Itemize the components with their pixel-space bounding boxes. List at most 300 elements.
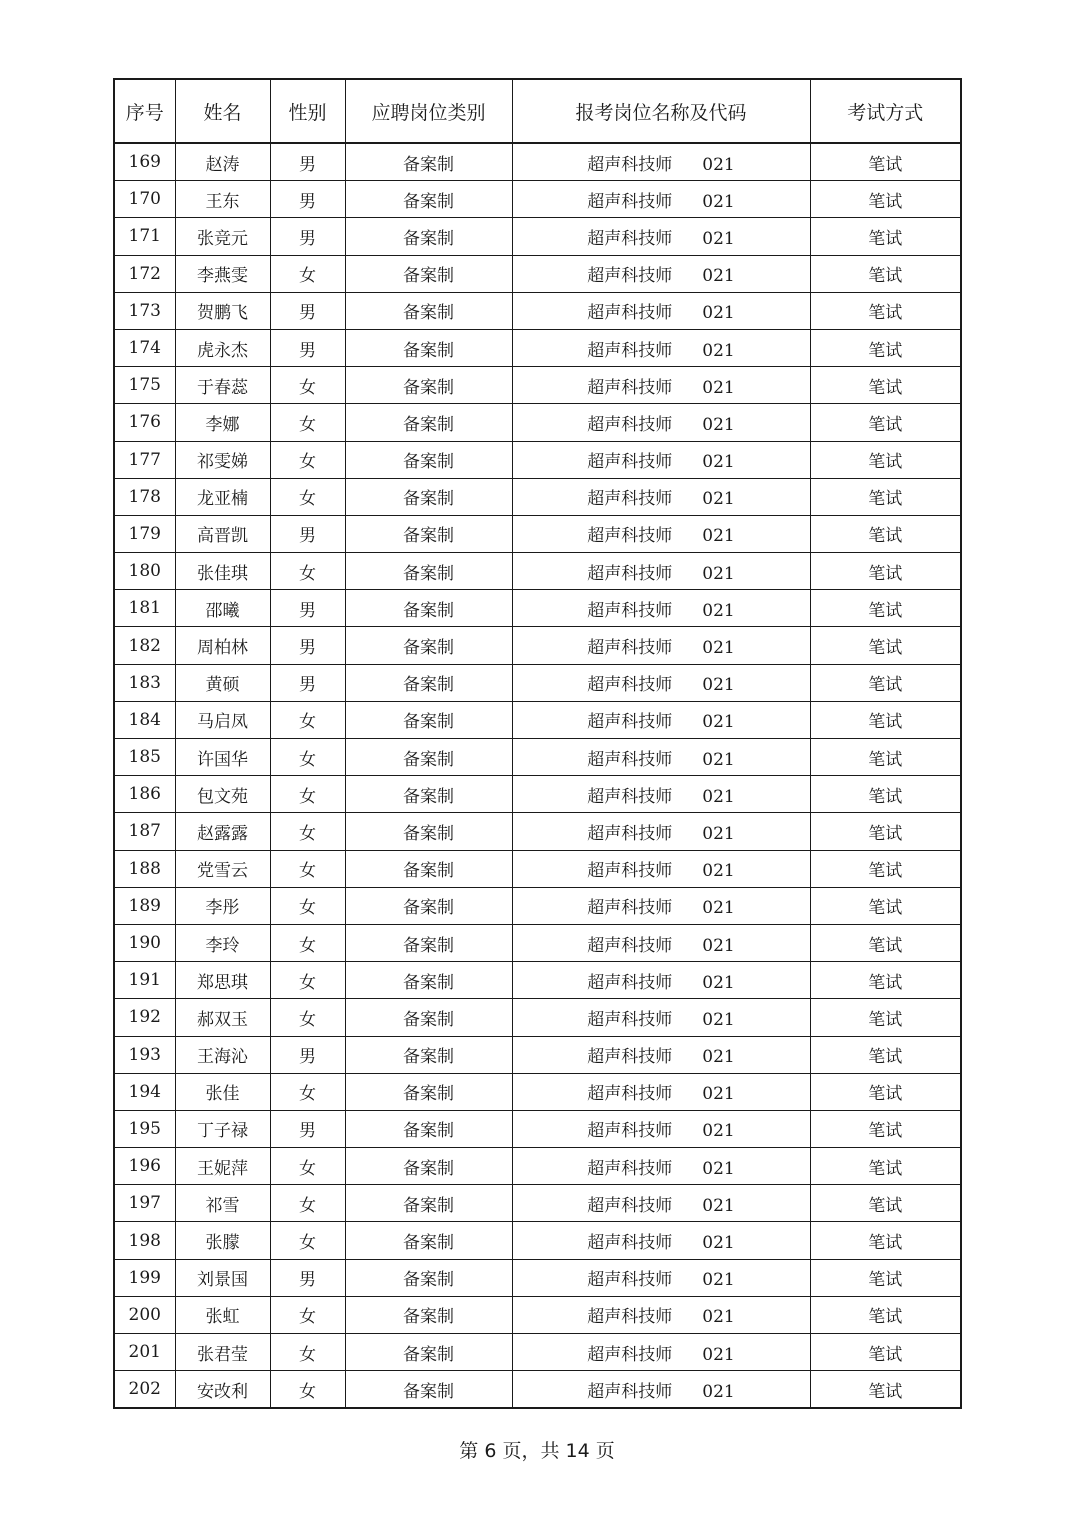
cell-serial-number: 170 [114,181,175,218]
position-code: 021 [702,638,735,659]
table-row [114,292,961,329]
position-code: 021 [702,1047,735,1068]
position-name: 超声科技师 [587,1381,673,1402]
cell-serial-number: 193 [114,1036,175,1073]
cell-name: 王东 [175,181,270,218]
cell-serial-number: 173 [114,292,175,329]
table-row [114,1110,961,1147]
position-code: 021 [702,935,735,956]
cell-serial-number: 169 [114,143,175,181]
cell-job-category: 备案制 [345,924,512,961]
position-code: 021 [702,1158,735,1179]
cell-gender: 男 [270,1259,345,1296]
table-row [114,850,961,887]
table-row [114,181,961,218]
cell-serial-number: 188 [114,850,175,887]
table-row [114,1073,961,1110]
position-code: 021 [702,972,735,993]
table-row [114,1259,961,1296]
cell-job-category: 备案制 [345,367,512,404]
cell-gender: 女 [270,255,345,292]
cell-position-and-code [512,813,810,850]
cell-exam-method: 笔试 [810,1259,961,1296]
position-code: 021 [702,1084,735,1105]
cell-job-category: 备案制 [345,441,512,478]
cell-serial-number: 176 [114,404,175,441]
cell-name: 丁子禄 [175,1110,270,1147]
cell-position-and-code [512,1371,810,1409]
cell-gender: 男 [270,627,345,664]
table-row [114,999,961,1036]
cell-position-and-code [512,367,810,404]
cell-job-category: 备案制 [345,143,512,181]
position-name: 超声科技师 [587,154,673,175]
cell-position-and-code [512,1259,810,1296]
table-row [114,218,961,255]
position-code: 021 [702,1121,735,1142]
position-code: 021 [702,377,735,398]
cell-name: 周柏林 [175,627,270,664]
cell-gender: 男 [270,515,345,552]
cell-position-and-code [512,1073,810,1110]
table-row [114,1148,961,1185]
position-code: 021 [702,675,735,696]
position-code: 021 [702,489,735,510]
position-name: 超声科技师 [587,228,673,249]
cell-serial-number: 198 [114,1222,175,1259]
cell-name: 贺鹏飞 [175,292,270,329]
position-name: 超声科技师 [587,823,673,844]
cell-job-category: 备案制 [345,627,512,664]
cell-name: 张佳 [175,1073,270,1110]
cell-name: 张竞元 [175,218,270,255]
position-code: 021 [702,526,735,547]
cell-serial-number: 184 [114,701,175,738]
table-row [114,1185,961,1222]
cell-serial-number: 196 [114,1148,175,1185]
position-code: 021 [702,1381,735,1402]
position-name: 超声科技师 [587,563,673,584]
cell-job-category: 备案制 [345,1185,512,1222]
position-name: 超声科技师 [587,749,673,770]
page-footer: 第 6 页，共 14 页 [459,1440,615,1462]
cell-job-category: 备案制 [345,739,512,776]
cell-serial-number: 181 [114,590,175,627]
cell-name: 于春蕊 [175,367,270,404]
cell-job-category: 备案制 [345,1222,512,1259]
header-position-and-code: 报考岗位名称及代码 [512,79,810,143]
cell-exam-method: 笔试 [810,776,961,813]
cell-job-category: 备案制 [345,1148,512,1185]
position-name: 超声科技师 [587,712,673,733]
position-name: 超声科技师 [587,414,673,435]
cell-exam-method: 笔试 [810,1110,961,1147]
position-name: 超声科技师 [587,340,673,361]
cell-position-and-code [512,292,810,329]
position-name: 超声科技师 [587,1121,673,1142]
table-row [114,776,961,813]
position-name: 超声科技师 [587,1084,673,1105]
table-row [114,515,961,552]
position-name: 超声科技师 [587,377,673,398]
position-name: 超声科技师 [587,1195,673,1216]
header-exam-method: 考试方式 [810,79,961,143]
cell-gender: 女 [270,478,345,515]
cell-serial-number: 172 [114,255,175,292]
cell-exam-method: 笔试 [810,1222,961,1259]
cell-name: 赵露露 [175,813,270,850]
cell-gender: 男 [270,664,345,701]
cell-position-and-code [512,850,810,887]
cell-serial-number: 175 [114,367,175,404]
cell-position-and-code [512,1185,810,1222]
cell-name: 黄硕 [175,664,270,701]
position-code: 021 [702,154,735,175]
cell-position-and-code [512,441,810,478]
table-row [114,329,961,366]
position-name: 超声科技师 [587,303,673,324]
cell-gender: 女 [270,1222,345,1259]
cell-name: 包文苑 [175,776,270,813]
cell-name: 王妮萍 [175,1148,270,1185]
cell-name: 祁雪 [175,1185,270,1222]
cell-exam-method: 笔试 [810,1334,961,1371]
cell-job-category: 备案制 [345,1036,512,1073]
cell-serial-number: 183 [114,664,175,701]
header-serial-number: 序号 [114,79,175,143]
cell-serial-number: 185 [114,739,175,776]
cell-name: 许国华 [175,739,270,776]
table-row [114,404,961,441]
position-code: 021 [702,1270,735,1291]
cell-position-and-code [512,255,810,292]
cell-gender: 男 [270,218,345,255]
cell-name: 张虹 [175,1296,270,1333]
table-row [114,478,961,515]
position-code: 021 [702,1009,735,1030]
cell-position-and-code [512,999,810,1036]
position-code: 021 [702,1233,735,1254]
position-code: 021 [702,712,735,733]
cell-exam-method: 笔试 [810,218,961,255]
cell-position-and-code [512,701,810,738]
cell-serial-number: 190 [114,924,175,961]
table-row [114,664,961,701]
cell-name: 张佳琪 [175,553,270,590]
position-name: 超声科技师 [587,1270,673,1291]
cell-exam-method: 笔试 [810,478,961,515]
position-code: 021 [702,452,735,473]
cell-serial-number: 178 [114,478,175,515]
cell-exam-method: 笔试 [810,590,961,627]
position-code: 021 [702,898,735,919]
cell-job-category: 备案制 [345,887,512,924]
table-row [114,1334,961,1371]
table-row [114,553,961,590]
position-name: 超声科技师 [587,1047,673,1068]
position-code: 021 [702,414,735,435]
cell-gender: 女 [270,404,345,441]
position-code: 021 [702,1195,735,1216]
position-code: 021 [702,1307,735,1328]
cell-exam-method: 笔试 [810,1371,961,1409]
header-name: 姓名 [175,79,270,143]
cell-gender: 男 [270,143,345,181]
table-row [114,255,961,292]
cell-exam-method: 笔试 [810,813,961,850]
cell-exam-method: 笔试 [810,627,961,664]
position-name: 超声科技师 [587,935,673,956]
header-row [114,79,961,143]
table-row [114,924,961,961]
table-row [114,813,961,850]
table-row [114,367,961,404]
position-name: 超声科技师 [587,1344,673,1365]
cell-gender: 男 [270,1036,345,1073]
cell-job-category: 备案制 [345,1334,512,1371]
position-name: 超声科技师 [587,972,673,993]
table-row [114,590,961,627]
cell-job-category: 备案制 [345,1110,512,1147]
cell-serial-number: 202 [114,1371,175,1409]
cell-serial-number: 174 [114,329,175,366]
position-name: 超声科技师 [587,266,673,287]
cell-job-category: 备案制 [345,590,512,627]
cell-position-and-code [512,218,810,255]
position-name: 超声科技师 [587,786,673,807]
cell-gender: 女 [270,776,345,813]
position-code: 021 [702,823,735,844]
cell-job-category: 备案制 [345,1073,512,1110]
cell-exam-method: 笔试 [810,1296,961,1333]
cell-job-category: 备案制 [345,181,512,218]
position-name: 超声科技师 [587,1009,673,1030]
cell-serial-number: 197 [114,1185,175,1222]
cell-job-category: 备案制 [345,962,512,999]
cell-name: 李燕雯 [175,255,270,292]
cell-name: 高晋凯 [175,515,270,552]
cell-job-category: 备案制 [345,515,512,552]
cell-gender: 男 [270,292,345,329]
cell-serial-number: 182 [114,627,175,664]
cell-job-category: 备案制 [345,1371,512,1409]
cell-gender: 女 [270,962,345,999]
position-code: 021 [702,861,735,882]
position-code: 021 [702,749,735,770]
cell-serial-number: 199 [114,1259,175,1296]
cell-exam-method: 笔试 [810,367,961,404]
cell-name: 赵涛 [175,143,270,181]
position-name: 超声科技师 [587,1233,673,1254]
cell-gender: 女 [270,553,345,590]
cell-position-and-code [512,404,810,441]
cell-exam-method: 笔试 [810,515,961,552]
cell-exam-method: 笔试 [810,962,961,999]
cell-name: 马启凤 [175,701,270,738]
cell-serial-number: 192 [114,999,175,1036]
cell-name: 郝双玉 [175,999,270,1036]
cell-serial-number: 191 [114,962,175,999]
cell-position-and-code [512,1296,810,1333]
cell-position-and-code [512,1036,810,1073]
table-row [114,1036,961,1073]
cell-name: 王海沁 [175,1036,270,1073]
cell-name: 龙亚楠 [175,478,270,515]
cell-position-and-code [512,590,810,627]
cell-serial-number: 180 [114,553,175,590]
cell-name: 邵曦 [175,590,270,627]
position-code: 021 [702,303,735,324]
cell-name: 张朦 [175,1222,270,1259]
cell-gender: 女 [270,813,345,850]
cell-job-category: 备案制 [345,776,512,813]
table-row [114,739,961,776]
cell-job-category: 备案制 [345,850,512,887]
position-name: 超声科技师 [587,452,673,473]
table-row [114,1296,961,1333]
position-code: 021 [702,228,735,249]
cell-exam-method: 笔试 [810,255,961,292]
cell-job-category: 备案制 [345,1259,512,1296]
cell-job-category: 备案制 [345,218,512,255]
cell-exam-method: 笔试 [810,850,961,887]
cell-name: 刘景国 [175,1259,270,1296]
position-code: 021 [702,563,735,584]
cell-serial-number: 195 [114,1110,175,1147]
cell-position-and-code [512,887,810,924]
cell-gender: 女 [270,999,345,1036]
position-name: 超声科技师 [587,191,673,212]
cell-gender: 女 [270,1296,345,1333]
cell-gender: 女 [270,441,345,478]
cell-exam-method: 笔试 [810,441,961,478]
cell-name: 张君莹 [175,1334,270,1371]
cell-position-and-code [512,478,810,515]
cell-serial-number: 171 [114,218,175,255]
cell-name: 李玲 [175,924,270,961]
cell-gender: 女 [270,1073,345,1110]
cell-exam-method: 笔试 [810,701,961,738]
cell-gender: 女 [270,1185,345,1222]
cell-exam-method: 笔试 [810,1073,961,1110]
cell-exam-method: 笔试 [810,553,961,590]
position-name: 超声科技师 [587,526,673,547]
cell-name: 党雪云 [175,850,270,887]
table-row [114,143,961,181]
cell-serial-number: 187 [114,813,175,850]
position-code: 021 [702,340,735,361]
cell-position-and-code [512,181,810,218]
position-code: 021 [702,266,735,287]
cell-exam-method: 笔试 [810,1148,961,1185]
table-row [114,627,961,664]
cell-exam-method: 笔试 [810,924,961,961]
cell-serial-number: 177 [114,441,175,478]
cell-gender: 男 [270,181,345,218]
cell-position-and-code [512,664,810,701]
cell-exam-method: 笔试 [810,739,961,776]
cell-serial-number: 200 [114,1296,175,1333]
cell-gender: 女 [270,924,345,961]
table-row [114,962,961,999]
cell-exam-method: 笔试 [810,664,961,701]
cell-exam-method: 笔试 [810,143,961,181]
cell-job-category: 备案制 [345,999,512,1036]
cell-position-and-code [512,627,810,664]
cell-position-and-code [512,1222,810,1259]
cell-exam-method: 笔试 [810,181,961,218]
table-row [114,701,961,738]
cell-gender: 男 [270,329,345,366]
position-name: 超声科技师 [587,600,673,621]
cell-job-category: 备案制 [345,553,512,590]
table-row [114,887,961,924]
cell-job-category: 备案制 [345,292,512,329]
cell-job-category: 备案制 [345,664,512,701]
table-row [114,1371,961,1409]
cell-exam-method: 笔试 [810,1036,961,1073]
cell-exam-method: 笔试 [810,329,961,366]
position-name: 超声科技师 [587,1158,673,1179]
table-header [114,79,961,143]
cell-job-category: 备案制 [345,1296,512,1333]
cell-position-and-code [512,1334,810,1371]
cell-job-category: 备案制 [345,701,512,738]
cell-position-and-code [512,1110,810,1147]
cell-position-and-code [512,553,810,590]
cell-serial-number: 189 [114,887,175,924]
header-job-category: 应聘岗位类别 [345,79,512,143]
cell-gender: 女 [270,850,345,887]
position-code: 021 [702,600,735,621]
cell-position-and-code [512,962,810,999]
cell-gender: 男 [270,590,345,627]
candidate-table [113,78,962,1409]
header-gender: 性别 [270,79,345,143]
cell-gender: 女 [270,1334,345,1371]
cell-position-and-code [512,143,810,181]
cell-gender: 男 [270,1110,345,1147]
cell-gender: 女 [270,1148,345,1185]
position-name: 超声科技师 [587,489,673,510]
cell-exam-method: 笔试 [810,404,961,441]
cell-name: 虎永杰 [175,329,270,366]
cell-exam-method: 笔试 [810,1185,961,1222]
cell-position-and-code [512,515,810,552]
position-name: 超声科技师 [587,638,673,659]
cell-gender: 女 [270,367,345,404]
cell-name: 安改利 [175,1371,270,1409]
cell-position-and-code [512,924,810,961]
cell-gender: 女 [270,701,345,738]
cell-name: 祁雯娣 [175,441,270,478]
cell-exam-method: 笔试 [810,292,961,329]
cell-job-category: 备案制 [345,478,512,515]
table-row [114,1222,961,1259]
position-name: 超声科技师 [587,1307,673,1328]
cell-job-category: 备案制 [345,255,512,292]
cell-job-category: 备案制 [345,404,512,441]
cell-name: 李彤 [175,887,270,924]
cell-gender: 女 [270,1371,345,1409]
cell-exam-method: 笔试 [810,887,961,924]
position-code: 021 [702,1344,735,1365]
cell-position-and-code [512,776,810,813]
cell-job-category: 备案制 [345,329,512,366]
position-name: 超声科技师 [587,861,673,882]
cell-position-and-code [512,329,810,366]
cell-gender: 女 [270,887,345,924]
